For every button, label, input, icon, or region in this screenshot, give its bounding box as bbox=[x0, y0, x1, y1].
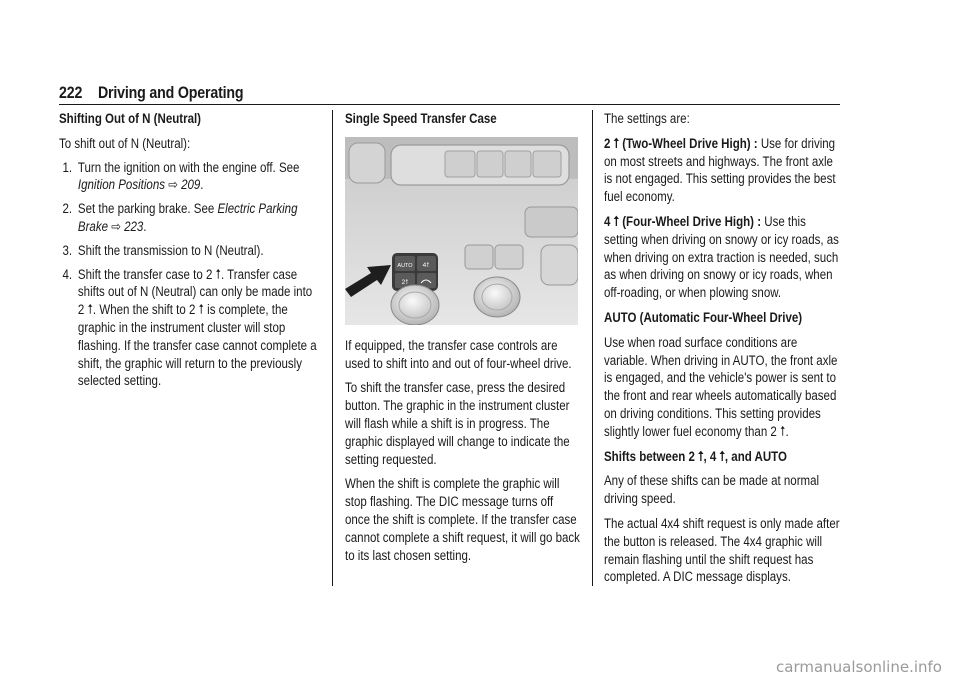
auto-button-label: AUTO bbox=[397, 262, 413, 269]
section-heading: Shifting Out of N (Neutral) bbox=[59, 111, 202, 126]
paragraph: Use when road surface conditions are variable. When driving in AUTO, the front axle is engaged, and the vehicle's power is sent to the front and rear wheels automatically based on driving conditions. This setting provides slightly lower fuel economy than 2 ⭡. bbox=[604, 334, 838, 439]
intro-text: The settings are: bbox=[604, 111, 690, 126]
section-heading: Single Speed Transfer Case bbox=[345, 111, 497, 126]
arrow-right-icon: ⇨ bbox=[168, 177, 178, 193]
paragraph: When the shift is complete the graphic will stop flashing. The DIC message turns off once the shift is complete. If the transfer case cannot complete a shift request, it will go back to its last chosen setting. bbox=[345, 476, 580, 563]
paragraph: Any of these shifts can be made at normal driving speed. bbox=[604, 473, 820, 507]
column-3 bbox=[604, 110, 840, 593]
list-item: 1. Turn the ignition on with the engine off. See Ignition Positions ⇨ 209. bbox=[62, 159, 300, 193]
paragraph: To shift the transfer case, press the desired button. The graphic in the instrument cluster will flash while a shift is in progress. The graphic displayed will change to indicate the setting requested. bbox=[345, 380, 570, 467]
steps-list bbox=[59, 159, 321, 391]
paragraph: The actual 4x4 shift request is only made after the button is released. The 4x4 graphic will remain flashing until the shift request has completed. A DIC message displays. bbox=[604, 515, 840, 585]
setting-description: 4 ⭡ (Four-Wheel Drive High) : Use this setting when driving on snowy or icy roads, as when driving on extra traction is needed, such as when driving on snowy or icy roads, when off-roading, or when plowing snow. bbox=[604, 213, 839, 301]
subsection-heading: AUTO (Automatic Four-Wheel Drive) bbox=[604, 309, 803, 325]
column-1 bbox=[59, 110, 321, 396]
two-high-button-label: 2⭡ bbox=[401, 278, 409, 286]
column-divider bbox=[592, 110, 593, 586]
setting-term: 4 ⭡ (Four-Wheel Drive High) : bbox=[604, 213, 762, 229]
page-number: 222 bbox=[59, 84, 83, 102]
header-rule bbox=[59, 104, 840, 105]
paragraph: If equipped, the transfer case controls are used to shift into and out of four-wheel drive. bbox=[345, 337, 572, 371]
list-item: 2. Set the parking brake. See Electric Parking Brake ⇨ 223. bbox=[62, 201, 298, 234]
cross-reference-link[interactable]: Ignition Positions bbox=[77, 177, 165, 193]
setting-term: 2 ⭡ (Two-Wheel Drive High) : bbox=[604, 135, 758, 151]
list-item: 3. Shift the transmission to N (Neutral). bbox=[62, 242, 264, 258]
arrow-right-icon: ⇨ bbox=[111, 218, 121, 234]
four-high-button-label: 4⭡ bbox=[422, 261, 430, 269]
intro-text: To shift out of N (Neutral): bbox=[59, 135, 191, 151]
transfer-case-controls-photo bbox=[345, 137, 578, 325]
column-2 bbox=[345, 110, 581, 571]
page-header bbox=[59, 84, 243, 103]
section-title: Driving and Operating bbox=[97, 84, 244, 102]
watermark: carmanualsonline.info bbox=[776, 658, 942, 676]
cross-reference-link[interactable]: Electric Parking Brake bbox=[77, 201, 298, 234]
list-item: 4. Shift the transfer case to 2 ⭡. Transfer case shifts out of N (Neutral) can only be made into 2 ⭡. When the shift to 2 ⭡ is complete, the graphic in the instrument cluster will stop flashing. If the transfer case cannot complete a shift, the graphic will return to the previously selected setting. bbox=[62, 266, 317, 389]
footer bbox=[0, 652, 960, 678]
column-divider bbox=[332, 110, 333, 586]
setting-description: 2 ⭡ (Two-Wheel Drive High) : Use for driving on most streets and highways. The front axle is not engaged. This setting provides the best fuel economy. bbox=[604, 135, 836, 205]
subsection-heading: Shifts between 2 ⭡, 4 ⭡, and AUTO bbox=[604, 448, 787, 464]
